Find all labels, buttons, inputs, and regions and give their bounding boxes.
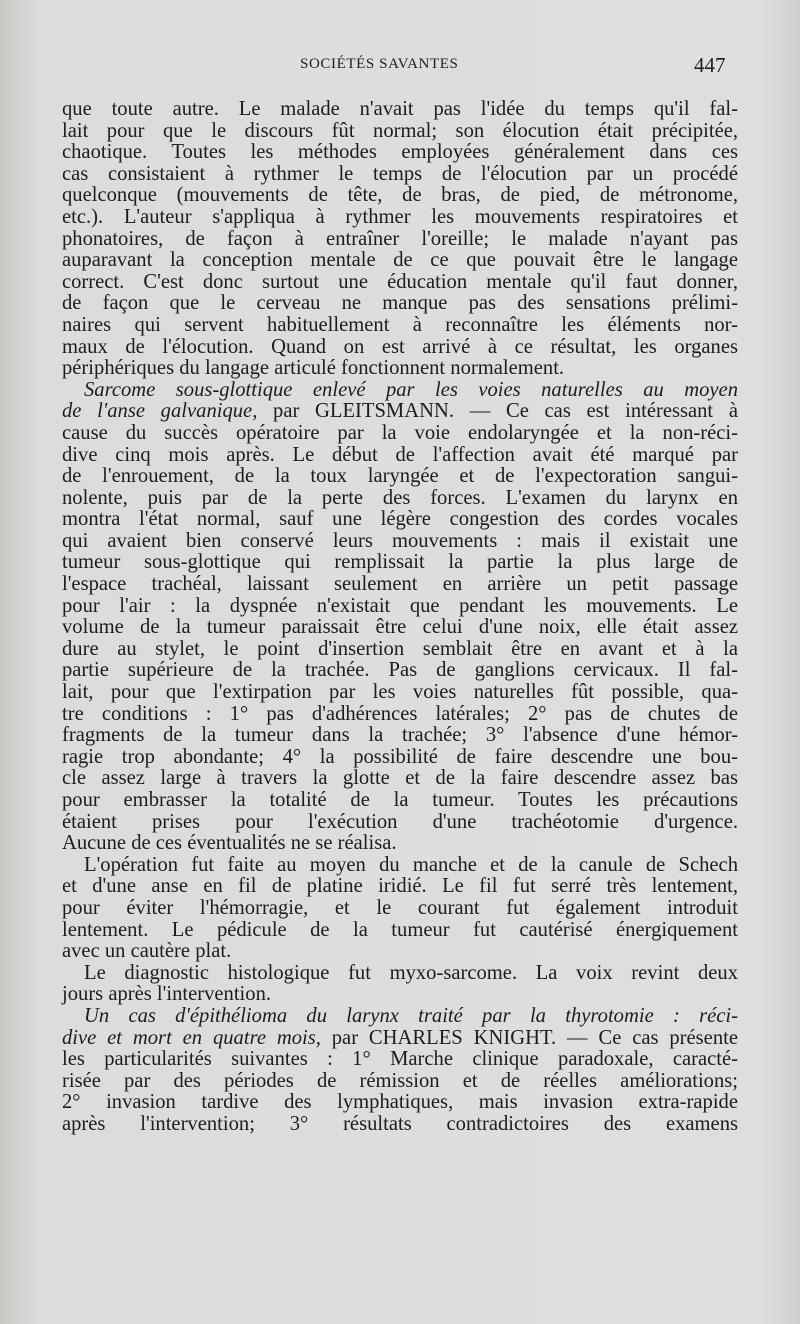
line-text: maux de l'élocution. Quand on est arrivé à ce résultat, les organes xyxy=(62,335,738,358)
text-line xyxy=(62,768,738,790)
text-line xyxy=(62,466,738,488)
text-line xyxy=(62,833,738,855)
line-text: cause du succès opératoire par la voie endolaryngée et la non-réci- xyxy=(62,421,738,444)
text-line xyxy=(62,337,738,359)
line-text: Le diagnostic histologique fut myxo-sarcome. La voix revint deux xyxy=(84,961,738,984)
line-text: montra l'état normal, sauf une légère congestion des cordes vocales xyxy=(62,508,738,531)
line-text: 2° invasion tardive des lymphatiques, mais invasion extra-rapide xyxy=(62,1091,738,1114)
line-text: après l'intervention; 3° résultats contradictoires des examens xyxy=(62,1112,738,1135)
line-text: jours après l'intervention. xyxy=(62,983,272,1006)
italic-title: dive et mort en quatre mois, xyxy=(62,1026,321,1049)
text-line xyxy=(62,574,738,596)
line-text: nolente, puis par de la perte des forces. L'examen du larynx en xyxy=(62,486,738,509)
line-text: que toute autre. Le malade n'avait pas l'idée du temps qu'il fal- xyxy=(62,98,738,120)
text-line xyxy=(62,272,738,294)
text-line xyxy=(62,509,738,531)
line-text: tre conditions : 1° pas d'adhérences latérales; 2° pas de chutes de xyxy=(62,702,738,725)
running-head-title: SOCIÉTÉS SAVANTES xyxy=(300,56,459,72)
text-line xyxy=(62,1092,738,1114)
line-text: de façon que le cerveau ne manque pas des sensations prélimi- xyxy=(62,292,738,315)
line-text: et d'une anse en fil de platine iridié. Le fil fut serré très lentement, xyxy=(62,875,738,898)
text-line xyxy=(62,704,738,726)
line-text: pour éviter l'hémorragie, et le courant fut également introduit xyxy=(62,896,738,919)
line-text: périphériques du langage articulé fonctionnent normalement. xyxy=(62,357,565,380)
text-line xyxy=(62,488,738,510)
line-text: de l'enrouement, de la toux laryngée et de l'expectoration sangui- xyxy=(62,465,738,488)
line-text: naires qui servent habituellement à reconnaître les éléments nor- xyxy=(62,313,738,336)
text-line xyxy=(62,142,738,164)
text-line xyxy=(62,639,738,661)
text-line xyxy=(62,790,738,812)
italic-title: Sarcome sous-glottique enlevé par les voies naturelles au moyen xyxy=(84,378,738,401)
text-line xyxy=(62,941,738,963)
text-line xyxy=(62,898,738,920)
text-line xyxy=(62,185,738,207)
line-text: dure au stylet, le point d'insertion semblait être en avant et à la xyxy=(62,637,738,660)
italic-title: de l'anse galvanique, xyxy=(62,400,258,423)
line-text: qui avaient bien conservé leurs mouvements : mais il existait une xyxy=(62,529,738,552)
line-text: correct. C'est donc surtout une éducation mentale qu'il faut donner, xyxy=(62,270,738,293)
line-text: fragments de la tumeur dans la trachée; 3° l'absence d'une hémor- xyxy=(62,724,738,747)
line-text: dive cinq mois après. Le début de l'affection avait été marqué par xyxy=(62,443,738,466)
text-line xyxy=(62,401,738,423)
text-line xyxy=(62,99,738,121)
line-text: lait pour que le discours fût normal; son élocution était précipitée, xyxy=(62,119,738,142)
line-text: pour l'air : la dyspnée n'existait que pendant les mouvements. Le xyxy=(62,594,738,617)
line-text: pour embrasser la totalité de la tumeur. Toutes les précautions xyxy=(62,789,738,811)
text-line xyxy=(62,1071,738,1093)
line-text: etc.). L'auteur s'appliqua à rythmer les mouvements respiratoires et xyxy=(62,205,738,228)
text-line xyxy=(62,423,738,445)
text-line xyxy=(62,1028,738,1050)
text-line xyxy=(62,920,738,942)
line-text: lait, pour que l'extirpation par les voies naturelles fût possible, qua- xyxy=(62,681,738,704)
text-line xyxy=(62,725,738,747)
line-text: quelconque (mouvements de tête, de bras, de pied, de métronome, xyxy=(62,184,738,207)
text-line xyxy=(62,445,738,467)
text-line xyxy=(62,1049,738,1071)
line-text: volume de la tumeur paraissait être celui d'une noix, elle était assez xyxy=(62,616,738,639)
page-number: 447 xyxy=(694,53,726,77)
line-text: cas consistaient à rythmer le temps de l'élocution par un procédé xyxy=(62,162,738,185)
line-text: cle assez large à travers la glotte et de la faire descendre assez bas xyxy=(62,767,738,790)
line-text: chaotique. Toutes les méthodes employées généralement dans ces xyxy=(62,141,738,164)
text-line xyxy=(62,596,738,618)
text-line xyxy=(62,250,738,272)
text-line xyxy=(62,660,738,682)
text-line xyxy=(62,855,738,877)
line-text: les particularités suivantes : 1° Marche clinique paradoxale, caracté- xyxy=(62,1048,738,1071)
text-line xyxy=(62,682,738,704)
line-text: phonatoires, de façon à entraîner l'oreille; le malade n'ayant pas xyxy=(62,227,738,250)
line-text: auparavant la conception mentale de ce que pouvait être le langage xyxy=(62,249,738,272)
text-line xyxy=(62,1006,738,1028)
text-line xyxy=(62,552,738,574)
italic-title: Un cas d'épithélioma du larynx traité par la thyrotomie : réci- xyxy=(84,1004,738,1027)
text-line xyxy=(62,380,738,402)
text-line xyxy=(62,229,738,251)
text-line xyxy=(62,963,738,985)
text-line xyxy=(62,531,738,553)
text-line xyxy=(62,1114,738,1136)
text-line xyxy=(62,121,738,143)
line-text: Aucune de ces éventualités ne se réalisa. xyxy=(62,832,397,855)
text-line xyxy=(62,812,738,834)
line-text: avec un cautère plat. xyxy=(62,940,232,963)
text-line xyxy=(62,293,738,315)
line-text: lentement. Le pédicule de la tumeur fut cautérisé énergiquement xyxy=(62,918,738,941)
line-text: par CHARLES KNIGHT. — Ce cas présente xyxy=(320,1026,738,1049)
text-line xyxy=(62,984,738,1006)
text-line xyxy=(62,876,738,898)
text-line xyxy=(62,747,738,769)
line-text: étaient prises pour l'exécution d'une trachéotomie d'urgence. xyxy=(62,810,738,833)
text-line xyxy=(62,617,738,639)
line-text: l'espace trachéal, laissant seulement en arrière un petit passage xyxy=(62,573,738,596)
text-line xyxy=(62,207,738,229)
line-text: ragie trop abondante; 4° la possibilité de faire descendre une bou- xyxy=(62,745,738,768)
line-text: L'opération fut faite au moyen du manche et de la canule de Schech xyxy=(84,853,738,876)
running-head xyxy=(0,53,800,80)
line-text: par GLEITSMANN. — Ce cas est intéressant à xyxy=(257,400,738,423)
text-line xyxy=(62,315,738,337)
line-text: partie supérieure de la trachée. Pas de ganglions cervicaux. Il fal- xyxy=(62,659,738,682)
text-line xyxy=(62,358,738,380)
line-text: risée par des périodes de rémission et de réelles améliorations; xyxy=(62,1069,738,1092)
text-line xyxy=(62,164,738,186)
body-text xyxy=(62,99,738,1136)
line-text: tumeur sous-glottique qui remplissait la partie la plus large de xyxy=(62,551,738,574)
